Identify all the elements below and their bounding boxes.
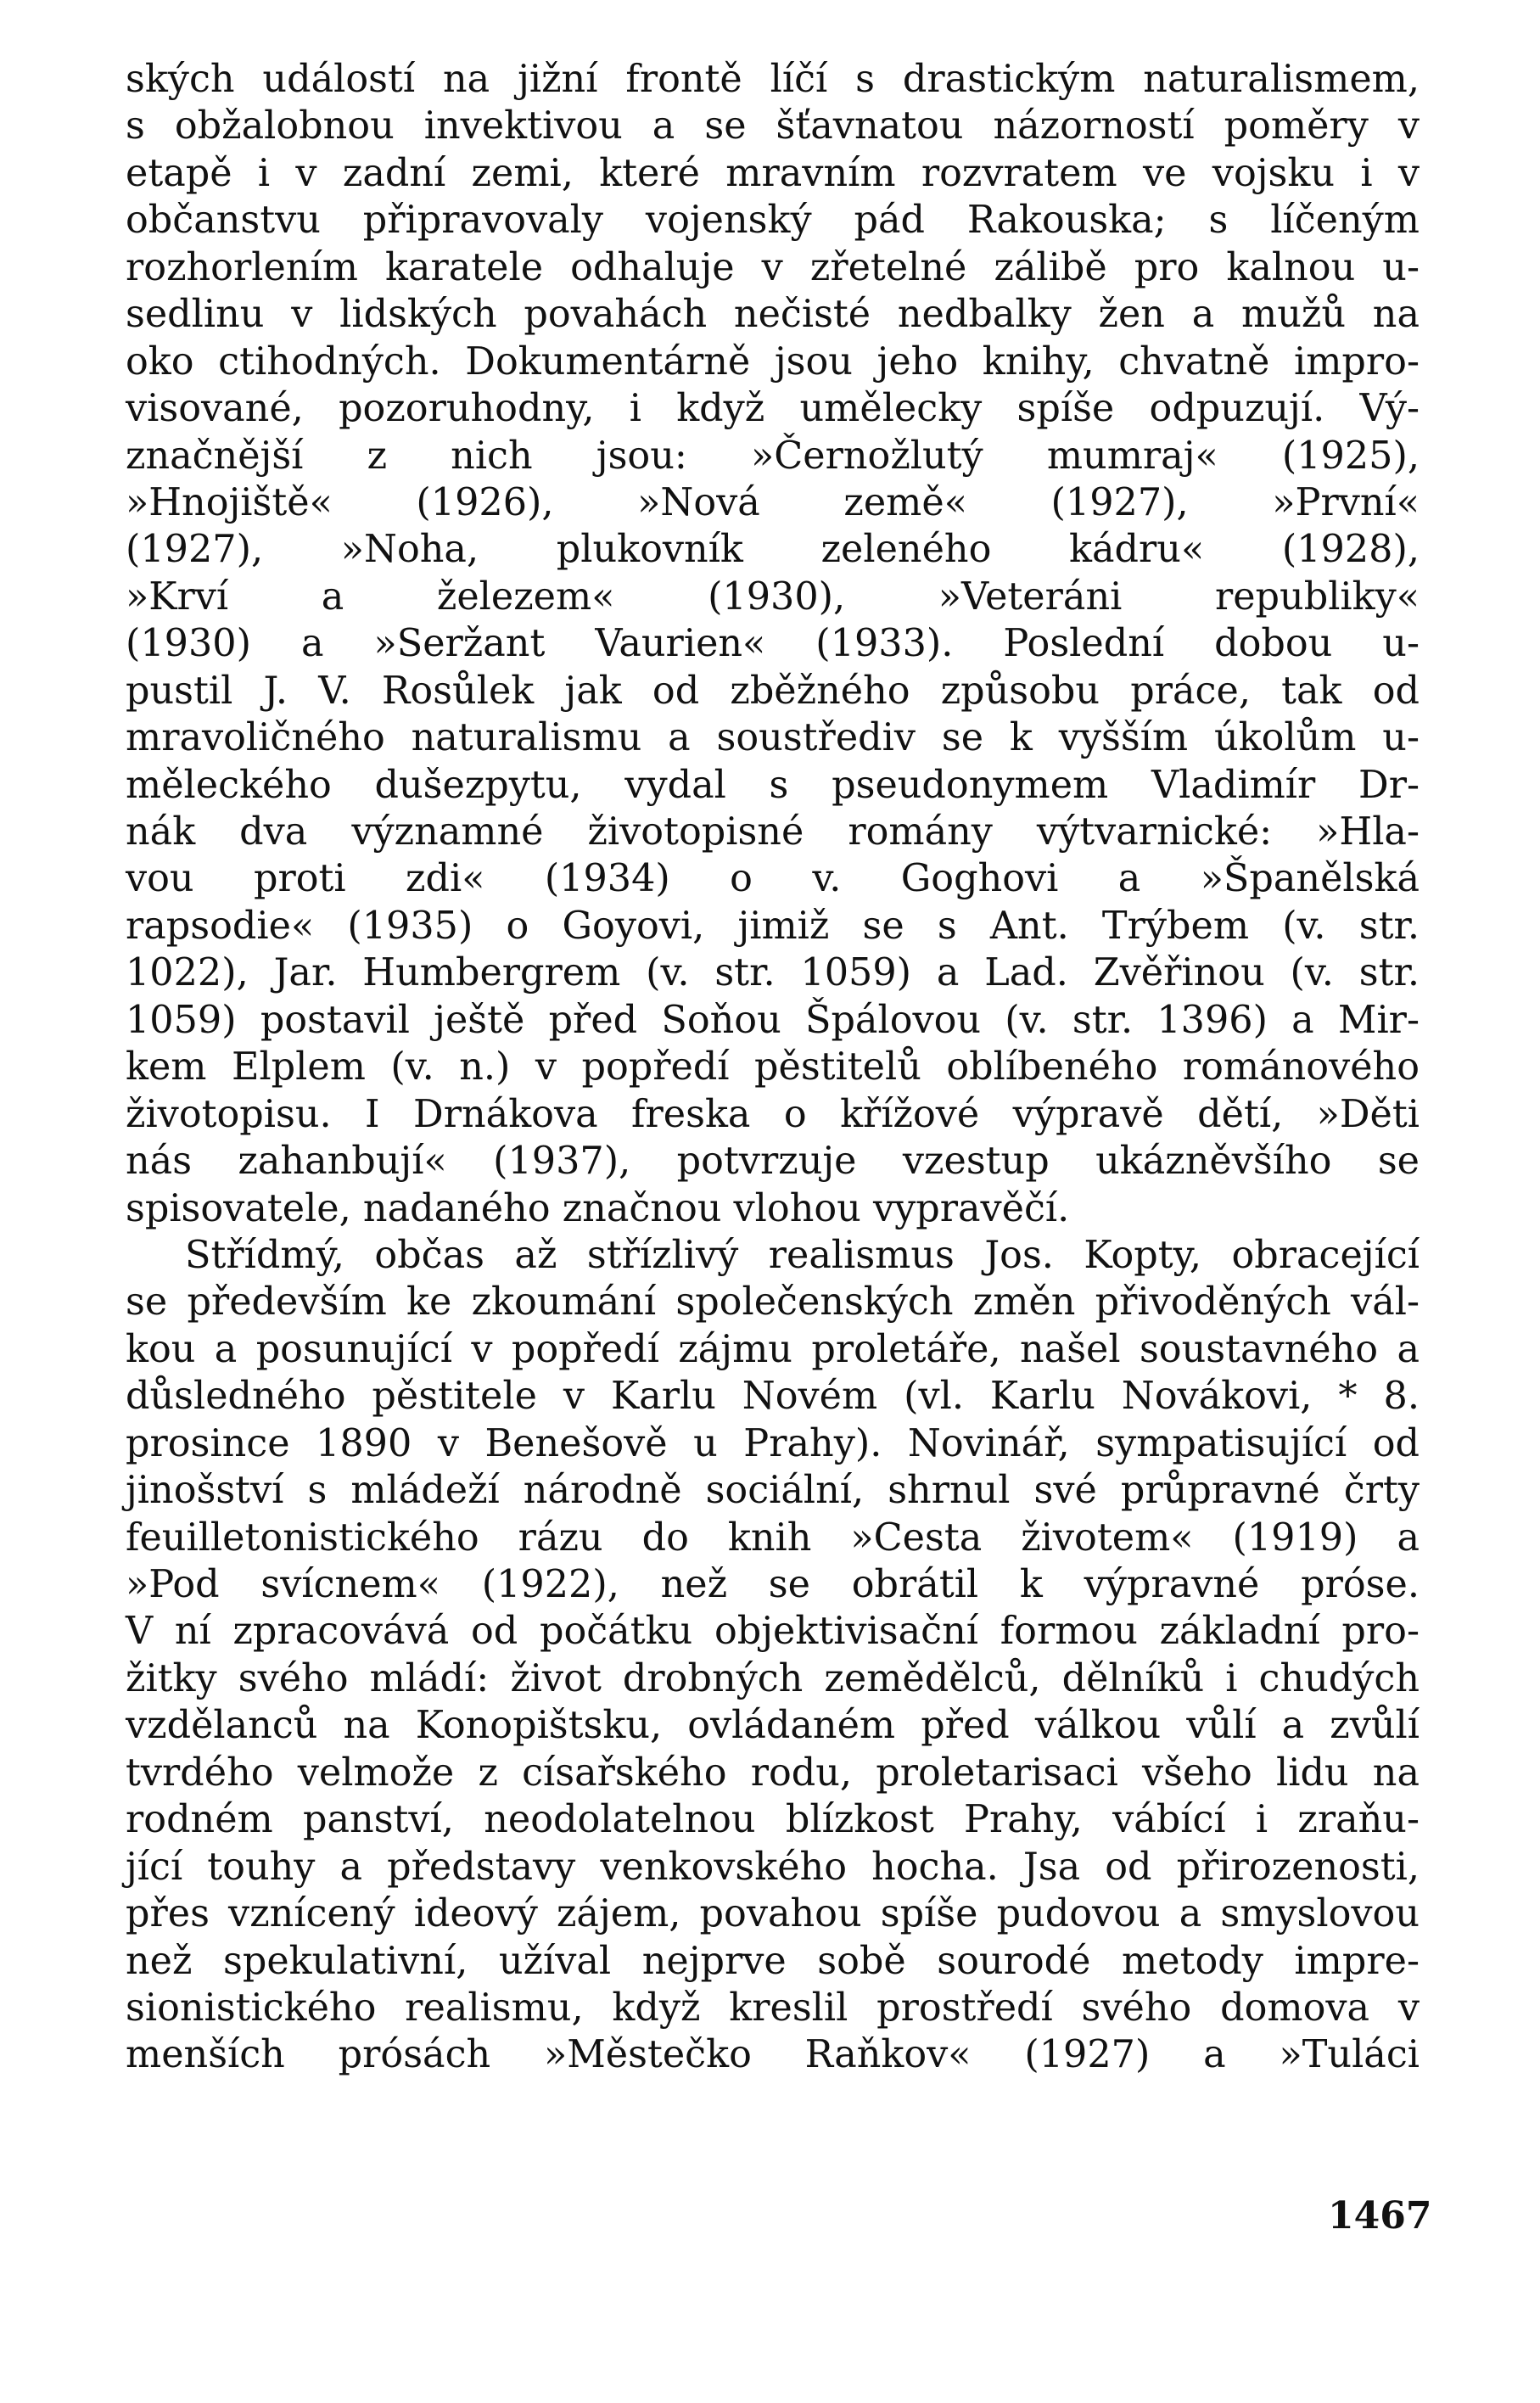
text-line: rapsodie« (1935) o Goyovi, jimiž se s Ant. Trýbem (v. str. <box>126 904 1420 948</box>
text-line: jící touhy a představy venkovského hocha. Jsa od přirozenosti, <box>126 1845 1420 1889</box>
text-line: kou a posunující v popředí zájmu proletáře, našel soustavného a <box>126 1327 1420 1371</box>
text-line: visované, pozoruhodny, i když umělecky spíše odpuzují. Vý- <box>126 387 1420 431</box>
page-number: 1467 <box>1328 2194 1432 2238</box>
text-line: (1930) a »Seržant Vaurien« (1933). Poslední dobou u- <box>126 622 1420 666</box>
text-line: sedlinu v lidských povahách nečisté nedbalky žen a mužů na <box>126 293 1420 337</box>
text-line: rozhorlením karatele odhaluje v zřetelné zálibě pro kalnou u- <box>126 245 1420 289</box>
page-text <box>126 56 1420 2079</box>
text-line: značnější z nich jsou: »Černožlutý mumraj« (1925), <box>126 434 1420 478</box>
text-line: občanstvu připravovaly vojenský pád Rakouska; s líčeným <box>126 199 1420 243</box>
text-line: oko ctihodných. Dokumentárně jsou jeho knihy, chvatně impro- <box>126 339 1420 384</box>
text-line: mravoličného naturalismu a soustřediv se k vyšším úkolům u- <box>126 716 1420 760</box>
text-line: s obžalobnou invektivou a se šťavnatou názorností poměry v <box>126 104 1420 148</box>
text-line: kem Elplem (v. n.) v popředí pěstitelů oblíbeného románového <box>126 1045 1420 1089</box>
text-line: menších prósách »Městečko Raňkov« (1927) a »Tuláci <box>126 2033 1420 2077</box>
text-line: měleckého dušezpytu, vydal s pseudonymem Vladimír Dr- <box>126 763 1420 807</box>
text-line: 1022), Jar. Humbergrem (v. str. 1059) a Lad. Zvěřinou (v. str. <box>126 951 1420 995</box>
text-line: vzdělanců na Konopištsku, ovládaném před válkou vůlí a zvůlí <box>126 1704 1420 1748</box>
text-line: tvrdého velmože z císařského rodu, proletarisaci všeho lidu na <box>126 1750 1420 1795</box>
text-line: Střídmý, občas až střízlivý realismus Jos. Kopty, obracející <box>185 1233 1420 1277</box>
text-line: prosince 1890 v Benešově u Prahy). Novinář, sympatisující od <box>126 1421 1420 1465</box>
text-line: nás zahanbují« (1937), potvrzuje vzestup ukázněvšího se <box>126 1140 1420 1184</box>
text-line: životopisu. I Drnákova freska o křížové výpravě dětí, »Děti <box>126 1092 1420 1136</box>
paragraph-1 <box>126 56 1420 1232</box>
text-line: »Krví a železem« (1930), »Veteráni republiky« <box>126 574 1420 619</box>
text-line: pustil J. V. Rosůlek jak od zběžného způsobu práce, tak od <box>126 669 1420 713</box>
text-line: vou proti zdi« (1934) o v. Goghovi a »Španělská <box>126 857 1420 901</box>
paragraph-2 <box>126 1232 1420 2079</box>
text-line: etapě i v zadní zemi, které mravním rozvratem ve vojsku i v <box>126 151 1420 195</box>
text-line: rodném panství, neodolatelnou blízkost Prahy, vábící i zraňu- <box>126 1798 1420 1842</box>
text-line: sionistického realismu, když kreslil prostředí svého domova v <box>126 1986 1420 2030</box>
text-line: 1059) postavil ještě před Soňou Špálovou (v. str. 1396) a Mir- <box>126 998 1420 1042</box>
text-line: V ní zpracovává od počátku objektivisační formou základní pro- <box>126 1610 1420 1654</box>
text-line: důsledného pěstitele v Karlu Novém (vl. Karlu Novákovi, * 8. <box>126 1375 1420 1419</box>
text-line: spisovatele, nadaného značnou vlohou vypravěčí. <box>126 1186 1070 1230</box>
text-line: nák dva významné životopisné romány výtvarnické: »Hla- <box>126 810 1420 854</box>
text-line: se především ke zkoumání společenských změn přivoděných vál- <box>126 1280 1420 1325</box>
text-line: »Pod svícnem« (1922), než se obrátil k výpravné próse. <box>126 1563 1420 1606</box>
text-line: »Hnojiště« (1926), »Nová země« (1927), »První« <box>126 480 1420 524</box>
text-line: než spekulativní, užíval nejprve sobě sourodé metody impre- <box>126 1939 1420 1983</box>
text-line: žitky svého mládí: život drobných zemědělců, dělníků i chudých <box>126 1656 1420 1700</box>
text-line: jinošství s mládeží národně sociální, shrnul své průpravné črty <box>126 1469 1420 1513</box>
text-line: (1927), »Noha, plukovník zeleného kádru« (1928), <box>126 528 1420 572</box>
text-line: ských událostí na jižní frontě líčí s drastickým naturalismem, <box>126 58 1420 101</box>
text-line: přes vznícený ideový zájem, povahou spíše pudovou a smyslovou <box>126 1892 1420 1936</box>
text-line: feuilletonistického rázu do knih »Cesta životem« (1919) a <box>126 1515 1420 1560</box>
